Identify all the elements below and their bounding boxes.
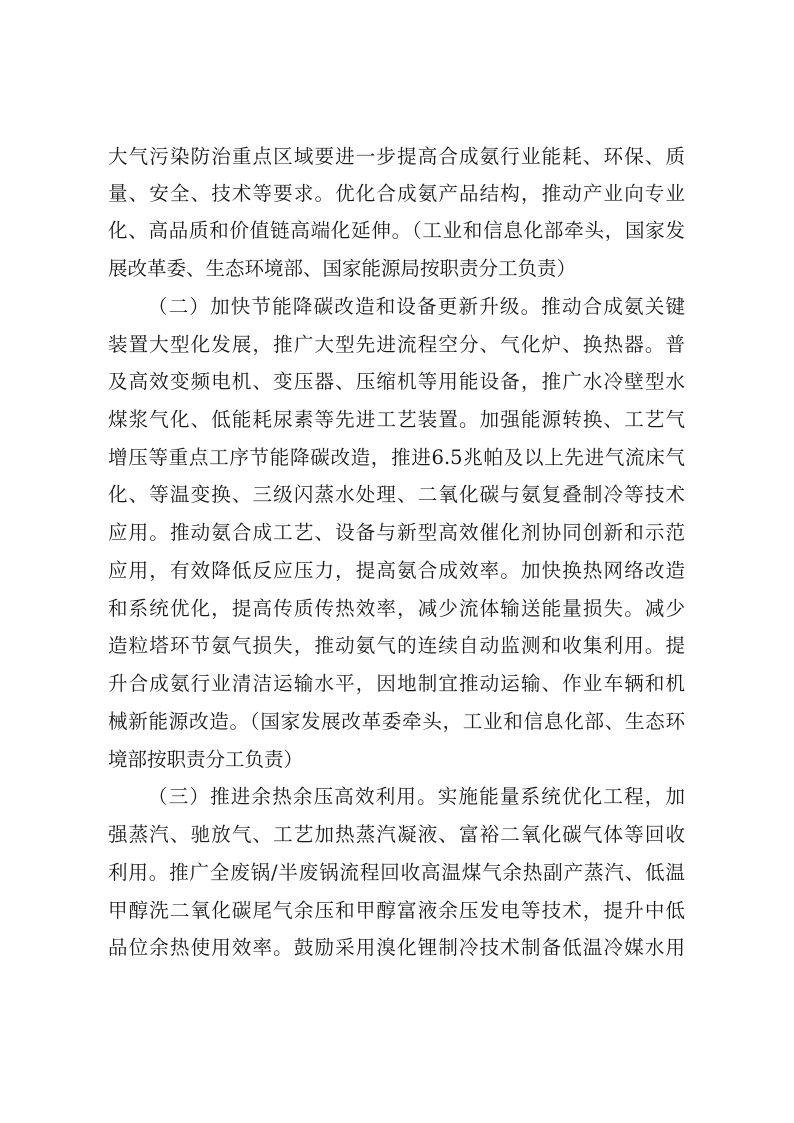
text-line: 及高效变频电机、变压器、压缩机等用能设备，推广水冷壁型水 — [108, 370, 685, 393]
text-line: 化、等温变换、三级闪蒸水处理、二氧化碳与氨复叠制冷等技术 — [108, 483, 685, 506]
text-line: 升合成氨行业清洁运输水平，因地制宜推动运输、作业车辆和机 — [108, 672, 685, 695]
text-line: 境部按职责分工负责） — [108, 748, 304, 771]
text-line: 械新能源改造。（国家发展改革委牵头，工业和信息化部、生态环 — [108, 710, 685, 733]
text-line: 甲醇洗二氧化碳尾气余压和甲醇富液余压发电等技术，提升中低 — [108, 899, 685, 922]
text-line: 增压等重点工序节能降碳改造，推进6.5兆帕及以上先进气流床气 — [108, 446, 685, 469]
text-line: 和系统优化，提高传质传热效率，减少流体输送能量损失。减少 — [108, 597, 685, 620]
text-line: 装置大型化发展，推广大型先进流程空分、气化炉、换热器。普 — [108, 333, 685, 356]
text-line: 化、高品质和价值链高端化延伸。（工业和信息化部牵头，国家发 — [108, 219, 685, 242]
text-line: 强蒸汽、驰放气、工艺加热蒸汽凝液、富裕二氧化碳气体等回收 — [108, 823, 685, 846]
text-line: 量、安全、技术等要求。优化合成氨产品结构，推动产业向专业 — [108, 182, 685, 205]
text-line: 应用。推动氨合成工艺、设备与新型高效催化剂协同创新和示范 — [108, 521, 685, 544]
text-line: 煤浆气化、低能耗尿素等先进工艺装置。加强能源转换、工艺气 — [108, 408, 685, 431]
section-heading-line: （三）推进余热余压高效利用。实施能量系统优化工程，加 — [148, 785, 685, 808]
text-line: 品位余热使用效率。鼓励采用溴化锂制冷技术制备低温冷媒水用 — [108, 936, 685, 959]
text-line: 造粒塔环节氨气损失，推动氨气的连续自动监测和收集利用。提 — [108, 634, 685, 657]
text-line: 应用，有效降低反应压力，提高氨合成效率。加快换热网络改造 — [108, 559, 685, 582]
text-line: 展改革委、生态环境部、国家能源局按职责分工负责） — [108, 257, 577, 280]
text-line: 利用。推广全废锅/半废锅流程回收高温煤气余热副产蒸汽、低温 — [108, 861, 685, 884]
text-line: 大气污染防治重点区域要进一步提高合成氨行业能耗、环保、质 — [108, 145, 685, 168]
section-heading-line: （二）加快节能降碳改造和设备更新升级。推动合成氨关键 — [148, 295, 685, 318]
